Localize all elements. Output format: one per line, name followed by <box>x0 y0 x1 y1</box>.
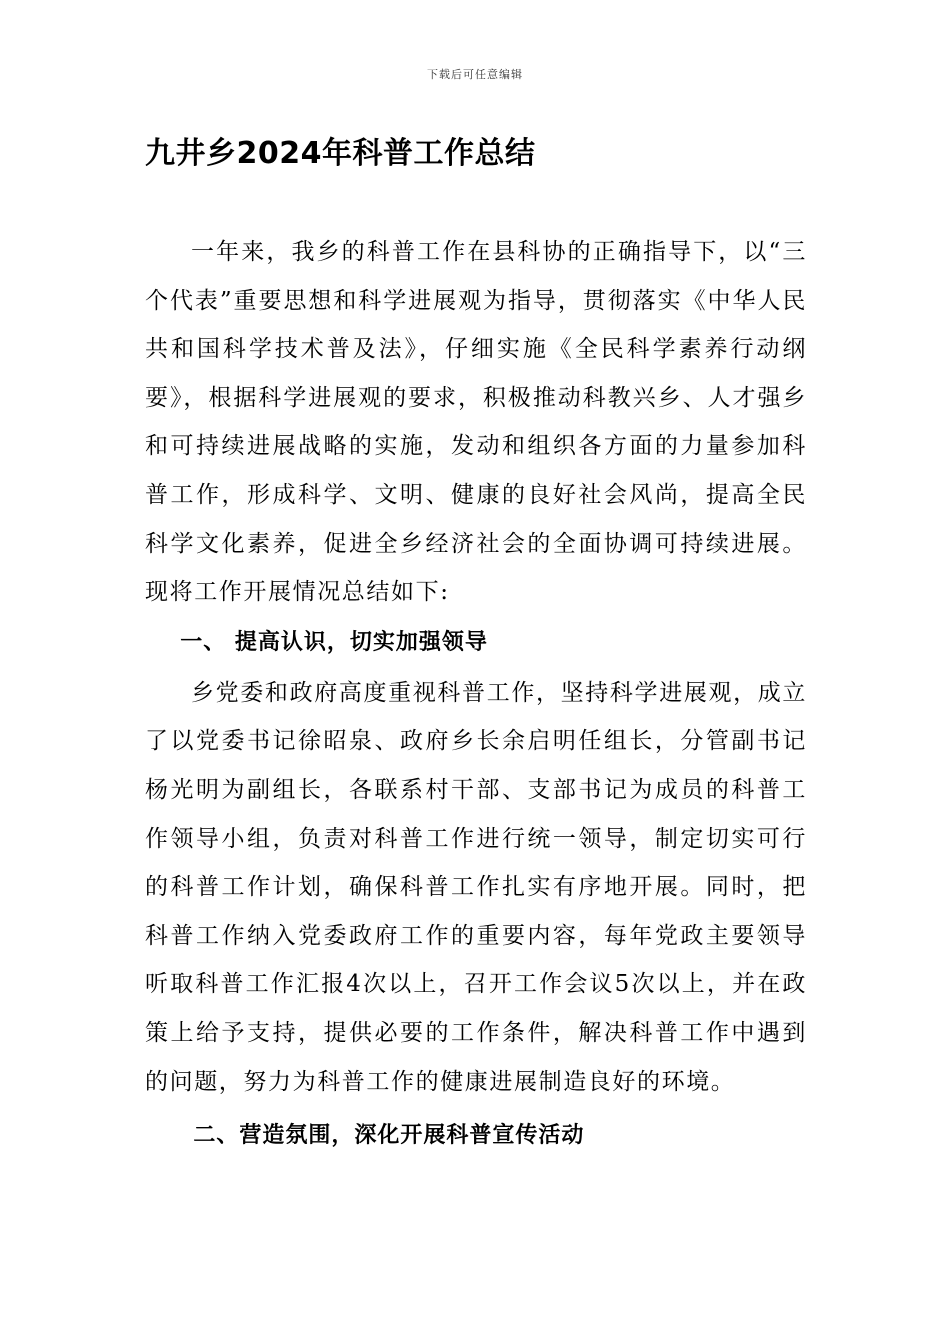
section-1-paragraph: 乡党委和政府高度重视科普工作，坚持科学进展观，成立了以党委书记徐昭泉、政府乡长余启明任组长，分管副书记杨光明为副组长，各联系村干部、支部书记为成员的科普工作领导小组，负责对科普工作进行统一领导，制定切实可行的科普工作计划，确保科普工作扎实有序地开展。同时，把科普工作纳入党委政府工作的重要内容，每年党政主要领导听取科普工作汇报4次以上，召开工作会议5次以上，并在政策上给予支持，提供必要的工作条件，解决科普工作中遇到的问题，努力为科普工作的健康进展制造良好的环境。 <box>145 679 807 1095</box>
header-note: 下载后可任意编辑 <box>427 68 523 81</box>
section-2-heading: 二、营造氛围，深化开展科普宣传活动 <box>193 1123 585 1149</box>
intro-paragraph: 一年来，我乡的科普工作在县科协的正确指导下，以“三个代表”重要思想和科学进展观为指导，贯彻落实《中华人民共和国科学技术普及法》，仔细实施《全民科学素养行动纲要》，根据科学进展观的要求，积极推动科教兴乡、人才强乡和可持续进展战略的实施，发动和组织各方面的力量参加科普工作，形成科学、文明、健康的良好社会风尚，提高全民科学文化素养，促进全乡经济社会的全面协调可持续进展。现将工作开展情况总结如下: <box>145 239 807 606</box>
document-body <box>145 228 807 1162</box>
document-title: 九井乡2024年科普工作总结 <box>145 136 536 171</box>
section-1-heading: 一、 提高认识，切实加强领导 <box>180 629 488 655</box>
